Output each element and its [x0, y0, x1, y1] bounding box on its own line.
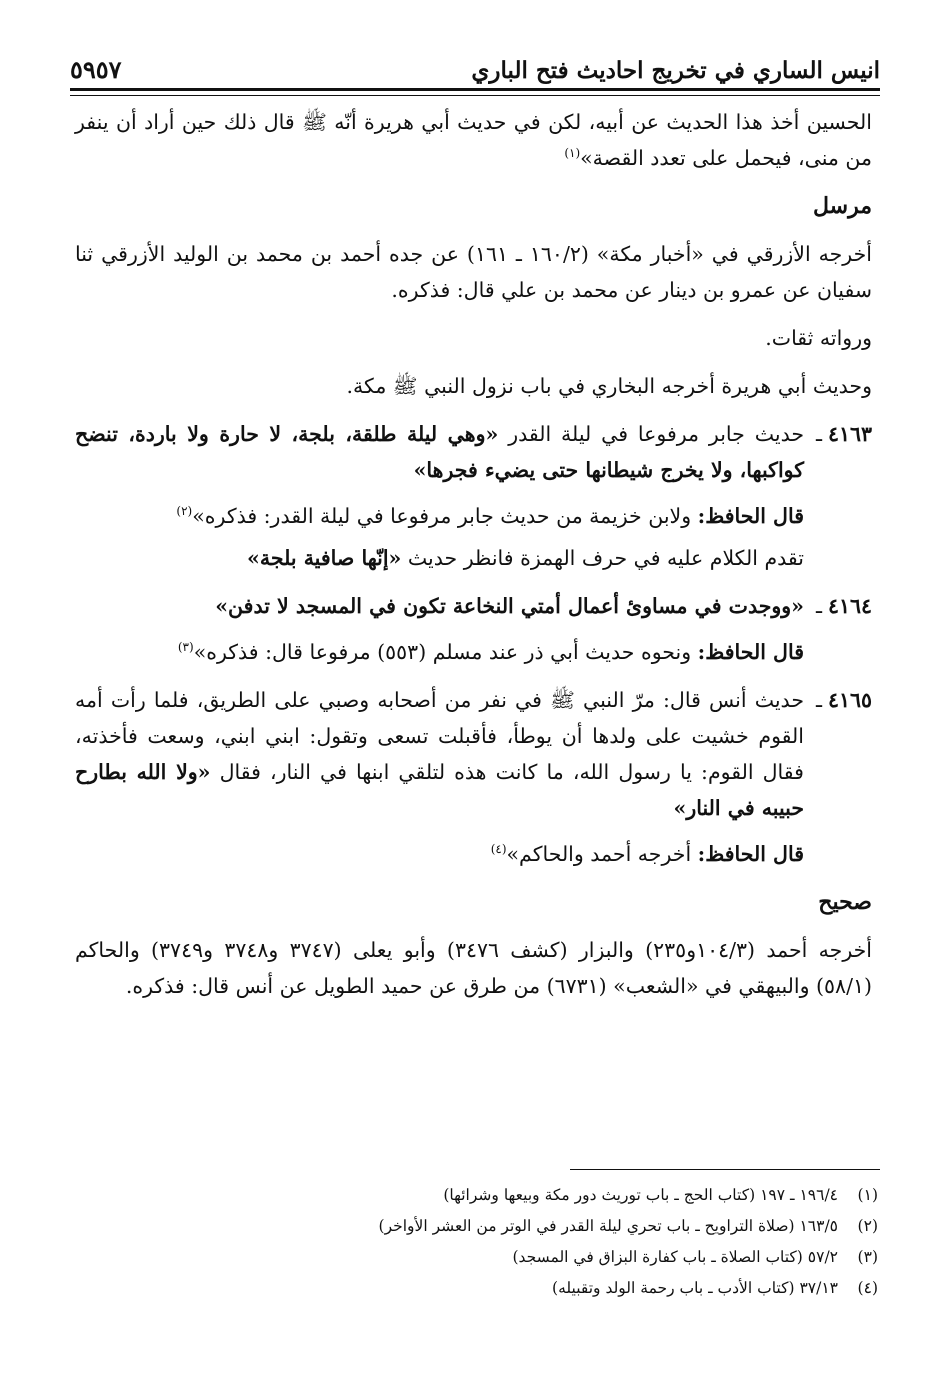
hadith-entry [75, 416, 872, 488]
hafiz-label: قال الحافظ: [697, 504, 804, 528]
footnote-text: ٥٧/٢ (كتاب الصلاة ـ باب كفارة البزاق في المسجد) [512, 1248, 838, 1266]
takhrij-paragraph: أخرجه الأزرقي في «أخبار مكة» (١٦٠/٢ ـ ١٦١) عن جده أحمد بن محمد بن الوليد الأزرقي ثنا سفيان عن عمرو بن دينار عن محمد بن علي قال: فذكره. [75, 242, 872, 302]
paragraph-text: الحسين أخذ هذا الحديث عن أبيه، لكن في حديث أبي هريرة أنّه ﷺ قال ذلك حين أراد أن ينفر من منى، فيحمل على تعدد القصة» [75, 110, 872, 170]
hadith-quote: «وهي ليلة طلقة، بلجة، لا حارة ولا باردة، تنضح كواكبها، ولا يخرج شيطانها حتى يضيء فجرها» [75, 422, 804, 482]
hafiz-text: ونحوه حديث أبي ذر عند مسلم (٥٥٣) مرفوعا قال: فذكره» [193, 640, 692, 664]
hadith-number: ٤١٦٤ [827, 594, 872, 618]
hafiz-comment [75, 836, 872, 872]
entry-dash: ـ [815, 688, 822, 712]
footnote-ref: (٢) [176, 504, 193, 519]
hafiz-text: ولابن خزيمة من حديث جابر مرفوعا في ليلة القدر: فذكره» [192, 504, 692, 528]
main-text [75, 104, 872, 1016]
cross-reference [75, 540, 872, 576]
hafiz-text: أخرجه أحمد والحاكم» [506, 842, 692, 866]
hafiz-label: قال الحافظ: [697, 842, 804, 866]
hadith-narration: حديث أنس قال: مرّ النبي ﷺ في نفر من أصحابه وصبي على الطريق، فلما رأت أمه القوم خشيت على ولدها أن يوطأ، فأقبلت تسعى وتقول: ابني ابني، وسعت فأخذته، فقال القوم: يا رسول الله، ما كانت هذه لتلقي ابنها في النار، فقال [75, 688, 804, 784]
footnote-rule [570, 1169, 880, 1170]
running-head [70, 44, 880, 84]
footnote [80, 1273, 878, 1304]
footnote [80, 1180, 878, 1211]
hafiz-comment [75, 634, 872, 670]
footnotes [80, 1180, 878, 1304]
hadith-note: وحديث أبي هريرة أخرجه البخاري في باب نزول النبي ﷺ مكة. [346, 374, 872, 398]
hadith-text [75, 682, 804, 826]
footnote [80, 1211, 878, 1242]
paragraph-continuation [75, 104, 872, 176]
footnote-number: (٤) [857, 1279, 878, 1297]
footnote-number: (٢) [857, 1217, 878, 1235]
hadith-number: ٤١٦٥ [827, 688, 872, 712]
cross-reference-text: تقدم الكلام عليه في حرف الهمزة فانظر حديث [407, 546, 804, 570]
footnote-ref: (٤) [490, 842, 507, 857]
grading-heading: مرسل [812, 193, 872, 219]
footnote-text: ٣٧/١٣ (كتاب الأدب ـ باب رحمة الولد وتقبيله) [552, 1279, 838, 1297]
hadith-quote: «ووجدت في مساوئ أعمال أمتي النخاعة تكون في المسجد لا تدفن» [215, 594, 804, 618]
hadith-entry [75, 682, 872, 826]
hadith-entry [75, 588, 872, 624]
hafiz-comment [75, 498, 872, 534]
footnote-ref: (٣) [177, 640, 194, 655]
footnote [80, 1242, 878, 1273]
page-number: ٥٩٥٧ [70, 55, 122, 84]
cross-reference-quote: «إنّها صافية بلجة» [247, 546, 402, 570]
entry-dash: ـ [815, 422, 822, 446]
footnote-text: ١٦٣/٥ (صلاة التراويح ـ باب تحري ليلة القدر في الوتر من العشر الأواخر) [378, 1217, 838, 1235]
running-title: انيس الساري في تخريج احاديث فتح الباري [471, 57, 880, 84]
grading-heading: صحيح [818, 889, 872, 915]
hadith-text [75, 416, 804, 488]
hafiz-label: قال الحافظ: [697, 640, 804, 664]
hadith-number: ٤١٦٣ [827, 422, 872, 446]
hadith-intro: حديث جابر مرفوعا في ليلة القدر [508, 422, 804, 446]
narrators-note: ورواته ثقات. [765, 326, 872, 350]
hadith-quote: «ولا الله بطارح حبيبه في النار» [75, 760, 804, 820]
entry-dash: ـ [815, 594, 822, 618]
footnote-number: (٣) [857, 1248, 878, 1266]
takhrij-paragraph: أخرجه أحمد (١٠٤/٣و٢٣٥) والبزار (كشف ٣٤٧٦) وأبو يعلى (٣٧٤٧ و٣٧٤٨ و٣٧٤٩) والحاكم (٥٨/١) والبيهقي في «الشعب» (٦٧٣١) من طرق عن حميد الطويل عن أنس قال: فذكره. [75, 938, 872, 998]
footnote-number: (١) [857, 1186, 878, 1204]
header-rule [70, 88, 880, 96]
footnote-ref: (١) [564, 146, 581, 161]
footnote-text: ١٩٦/٤ ـ ١٩٧ (كتاب الحج ـ باب توريث دور مكة وبيعها وشرائها) [443, 1186, 838, 1204]
